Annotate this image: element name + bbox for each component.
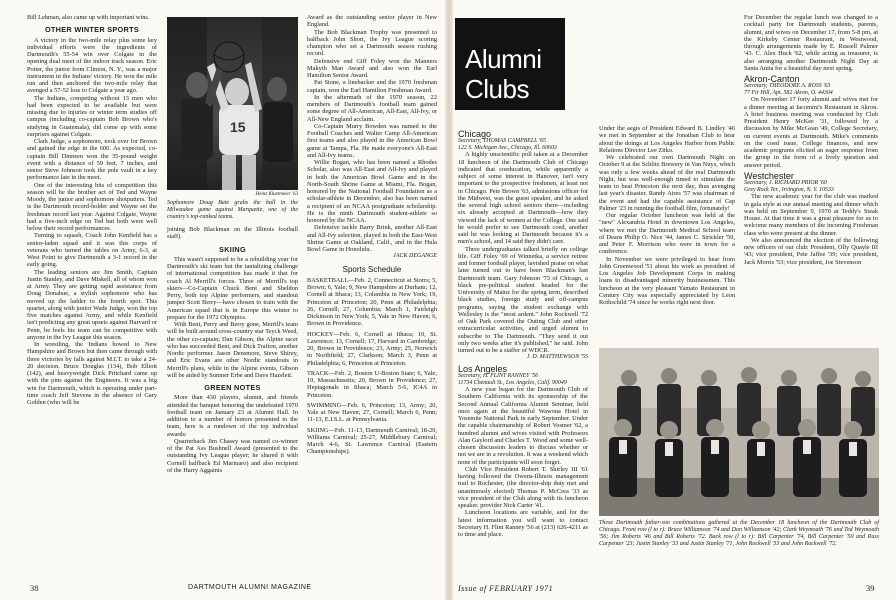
left-column-3 (307, 14, 437, 456)
left-column-2 (167, 226, 298, 474)
paragraph: The Indians, competing without 13 men who had been expected to be available but were missing due to injuries or winter term studies off campus (including co-captain Bob Brown who's studying in Guatemala), did come up with some surprises against Colgate. (27, 94, 157, 138)
paragraph: Quarterback Jim Chasey was named co-winner of the Pat Ass Bushnell Award (presented to the outstanding Ivy League player; he shared it with Cornell halfback Ed Marinaro) and also recipient of the Harry Aggainis (167, 437, 298, 474)
paragraph: This wasn't supposed to be a rebuilding year for Dartmouth's ski team but the tantalizing challenge of international competition has made it that for coach Al Merrill's forces. Three of Merrill's top skiers—Co-Captain Chuck Bent and Sheldon Perry, both top Alpine performers, and standout jumper Scott Berry—have chosen to train with the American squad that is in Europe this winter to prepare for the 1972 Olympics. (167, 255, 298, 321)
schedule-entry: TRACK—Feb. 2, Boston U-Boston State; 6, Yale; 10, Massachusetts; 20, Brown in Providence; 27, Heptagonals in Ithaca; March 5-6, IC4A in Princeton. (307, 369, 437, 399)
chicago-address: 122 S. Michigan Ave., Chicago, Ill. 60603 (458, 144, 557, 151)
heading-green-notes: GREEN NOTES (204, 383, 261, 392)
group-photo (599, 348, 879, 516)
paragraph: The leading seniors are Jim Smith, Captain Justin Stanley, and Dave Miskell, all of whom won at Army. They are getting rapid assistance from Doug Donahue, a stylish sophomore who has moved up the ladder to the fourth spot. This quartet, along with junior Wade Judge, won the top five matches against Army, and while Kenfield isn't predicting any great upsets against Harvard or Penn, he feels his team can be competitive with anyone in the Ivy League this season. (27, 268, 157, 341)
paragraph: Turning to squash, Coach John Kenfield has a senior-laden squad and it was this corps of veterans who turned the tables on Army, 6-3, at West Point to give Dartmouth a 3-1 record in the early going. (27, 232, 157, 269)
heading-sports-schedule: Sports Schedule (342, 264, 402, 274)
paragraph: Luncheon locations are variable, and for the latest information you will want to contact Secretary H. Flint Ranney '56 at (213) 626-4211 as to time and place. (458, 509, 588, 539)
paragraph: The Bob Blackman Trophy was presented to halfback John Short, the Ivy League scoring champion who set a Dartmouth season rushing record. (307, 28, 437, 58)
heading-skiing: SKIING (219, 244, 246, 254)
chicago-signature: J. D. MATTHEWSON '55 (526, 354, 588, 361)
basketball-photo (167, 17, 298, 190)
paragraph: Three undergraduates talked briefly on college life. Giff Foley '69 of Winnetka, a service retiree and former football player, lavished praise on what later turned out to have been Blackman's last Dartmouth team. Gary Johnson '73 of Chicago, a black pre-political student headed for the University of Mainz for the spring term, described black studies, foreign study and off-campus programs, saying the student exchange with Wellesley is the "most ardent." John Rockwell '72 of Oak Park covered the Outing Club and other extracurricular activities, and urged alumni to subscribe to The Dartmouth. "They send it out only two weeks after it's published," he said. John turned out to be a staffer of WDCR. (458, 245, 588, 355)
paragraph: Award as the outstanding senior player in New England. (307, 14, 437, 29)
page-number: 39 (866, 583, 875, 593)
left-column-1 (27, 14, 157, 406)
page-gutter (445, 0, 453, 600)
svg-text:15: 15 (230, 119, 246, 135)
paragraph: Club Vice President Robert T. Shirley III '61 having followed the Owens-Illinois management trail to Rochester, (the director-ship duty met and unanimously elected) Thomas P. McCrea '33 as vice president of the Club along with its luncheon speaker. provider Nick Carter '41. (458, 465, 588, 510)
magazine-footer: DARTMOUTH ALUMNI MAGAZINE (188, 584, 312, 591)
author-signature: JACK DEGANGE (393, 253, 437, 260)
paragraph: On November 17 forty alumni and wives met for a dinner meeting at Iacomini's Restaurant in Akron. A brief business meeting was conducted by Club President Henry McKee '31, followed by a discussion by Mike McGean '49, College Secretary, on current events at Dartmouth. Mike's comments on the coed issue, College finances, and new academic programs elicited an eager response from the group in the form of a lively question and answer period. (744, 96, 878, 169)
paragraph: Under the aegis of President Edward B. Lindley '46 we met in September at the Jonathan Club to hear about the doings at Los Angeles Harbor from Public Relations Director Lee Zitko. (599, 125, 735, 154)
page-number: 38 (30, 583, 39, 593)
la-secretary: Secretary, H. FLINT RANNEY '56 (458, 372, 539, 379)
westchester-secretary: Secretary, J. RICHARD PRIOR '60 (744, 180, 827, 187)
paragraph: Clark Judge, a sophomore, took over for Brown and gained the edge in the 600. As expected, co-captain Bill Dinneen won the 35-pound weight event with a distance of 59 feet, 7 inches, and senior Steve Johnson took the pole vault in a key performance late in the meet. (27, 138, 157, 182)
schedule-entry: HOCKEY—Feb. 6, Cornell at Ithaca; 10, St. Lawrence; 13, Cornell; 17, Harvard in Cambridge; 20, Brown in Providence; 23, Army; 25, Norwich in Northfield; 27, Clarkson; March 3, Penn at Philadelphia; 6, Princeton at Princeton. (307, 330, 437, 367)
photo-caption: Sophomore Doug Bate grabs the ball in the Milwaukee game against Marquette, one of the country's top-ranked teams. (167, 200, 298, 220)
schedule-entry: SWIMMING—Feb. 6, Princeton; 13, Army; 20, Yale at New Haven; 27, Cornell; March 6, Penn; 11-13, E.I.S.L. at Pennsylvania. (307, 401, 437, 424)
westchester-address: Grey Rock Ter., Irvington, N. Y. 10533 (744, 186, 834, 193)
paragraph: A new year began for the Dartmouth Club of Southern California with its sponsorship of the Second Annual California Alumni Seminar, held once again at the beautiful Wawona Hotel in Yosemite National Park in early September. Under the capable chairmanship of Robert Vosmer '62, a hundred alumni and wives visited with Professors Alan Gaylord and Charles T. Wood and some well-chosen discussion leaders to discuss whether or not we are in a revolution. It was a weekend which none of the participants will soon forget. (458, 386, 588, 466)
akron-address: 77 Fir Hill, Apt. 582 Akron, O. 44304 (744, 89, 833, 96)
paragraph: We also announced the election of the following new officers of our club: President, Olly Quayle III '43; vice president, Pete Jaffee '39; vice president, Jack Morris '53; vice president, Joe Stevenson (744, 236, 878, 266)
paragraph: In wrestling, the Indians bowed to New Hampshire and Brown but then came through with three victories by falls against M.I.T. to take a 24-20 decision. Bruce Douglas (134), Bob Elliott (142), and heavyweight Dick Pritchard came up with the pins against the Engineers. It was a big win for Dartmouth, which is operating under part-time coach Jeff Stevens in the absence of Gary Golden (who will be (27, 341, 157, 406)
akron-canton-heading: Akron-Canton (744, 74, 800, 84)
schedule-entry: BASKETBALL—Feb. 2, Connecticut at Storrs; 5, Brown; 6, Yale; 9, New Hampshire at Durham; 12, Cornell at Ithaca; 13, Columbia in New York; 19, Princeton at Princeton; 20, Penn at Philadelphia; 26, Cornell; 27, Columbia; March 1, Fairleigh Dickinson in New York; 5, Yale in New Haven; 6, Brown in Providence. (307, 276, 437, 328)
paragraph: In November we were privileged to hear from John Greenwood '51 about his work as president of Los Angeles Job Development Corps in making loans to disadvantaged minority businessmen. This luncheon at the very pleasant Yamato Restaurant in Century City was especially appreciated by Leon Rothschild '74 since he works right next door. (599, 255, 735, 306)
intro-text: Bill Lehman, also came up with important wins. (27, 14, 150, 21)
westchester-heading: Westchester (744, 170, 794, 181)
heading-other-winter-sports: OTHER WINTER SPORTS (44, 25, 140, 35)
paragraph: Defensive tackle Barry Brink, another All-East and All-Ivy selection, played in both the East-West Shrine Game at Oakland, Calif., and in the Hula Bowl Game in Honolulu. (307, 224, 437, 253)
los-angeles-heading: Los Angeles (458, 363, 508, 374)
paragraph: In the aftermath of the 1970 season, 22 members of Dartmouth's football team gained some degree of All-American, All-East, All-Ivy, or All-New England acclaim. (307, 93, 437, 123)
issue-footer: Issue of FEBRUARY 1971 (458, 584, 554, 593)
paragraph: Co-Captain Murry Bowden was named to the Football Coaches and Walter Camp All-American first teams and also played in the American Bowl game at Tampa, Fla. He made everyone's All-East and All-Ivy teams. (307, 122, 437, 159)
paragraph: One of the interesting bits of competition this season will be the brother act of Ted and Wayne Moody, the junior and sophomore shotputters. Ted is the Dartmouth record-holder and Wayne set the freshman record last year. Against Colgate, Wayne had a five-inch edge on Ted but both were well below their record performances. (27, 181, 157, 232)
right-column-1 (458, 127, 588, 538)
paragraph: A highly unscientific poll taken at a December 18 luncheon of the Dartmouth Club of Chicago indicated that coeducation, while apparently a subject of some interest in Hanover, isn't very important to the prospective freshmen, at least not in Chicago. Pete Brown '63, admissions officer for the Midwest, was the guest speaker, and he asked the several high school seniors there—including six already accepted at Dartmouth—how they viewed the lack of women at the College. One said he would prefer to see Dartmouth coed, another said he was looking at Dartmouth because it's a men's school, and 14 said they didn't care. (458, 151, 588, 246)
paragraph: The new academic year for the club was marked in gala style at our annual meeting and dinner which was held on September 9, 1970 at Teddy's Steak House. At that time it was a great pleasure for us to welcome many members of the incoming Freshman class who were present at the dinner. (744, 193, 878, 237)
paragraph: We celebrated our own Dartmouth Night on October 9 at the Schlitz Brewery in Van Nuys, which was only a few weeks ahead of the real Dartmouth Night, but was well-enough timed to stimulate the team to beat Princeton the next day, thus avenging last year's disaster. Randy Aires '57 was chairman of the event and had the capable assistance of Cap Palmer '23 in running the football film, fortunately! (599, 154, 735, 212)
chicago-heading: Chicago (458, 129, 492, 139)
schedule-entry: SKIING—Feb. 11-13, Dartmouth Carnival; 18-20, Williams Carnival; 25-27, Middlebury Carnival; March 4-6, St. Lawrence Carnival (Eastern Championships). (307, 426, 437, 456)
basketball-photo-image (167, 17, 298, 190)
paragraph: A victory in the two-mile relay plus some key individual efforts were the ingredients of Dartmouth's 55-54 win over Colgate in the opening dual meet of the indoor track season. Eric Potter, the junior from Clinton, N. Y., was a major instrument in the Indians' victory. He won the mile run and then anchored the two-mile relay that avenged a 57-52 loss to Colgate a year ago. (27, 36, 157, 95)
photo-credit: Heinz Kluetmeier '63 (255, 192, 298, 197)
group-photo-caption: These Dartmouth father-son combinations gathered at the December 18 luncheon of the Dartmouth Club of Chicago. Front row (l to r): Bruce Williamson '74 and Don Williamson '42; Clark Weymouth '76 and Ted Weymouth '56; Jim Roberts '46 and Bill Roberts '72. Back row (l to r): Bill Carpenter '74, Bill Carpenter '50 and Russ Carpenter '23; Justin Stanley '33 and Justin Stanley '71, John Rockwell '33 and John Rockwell '72. (599, 520, 879, 547)
paragraph: Pat Stone, a linebacker and the 1970 freshman captain, won the Earl Hamilton Freshman Award. (307, 79, 437, 94)
chicago-secretary: Secretary, THOMAS CAMPBELL '65 (458, 138, 546, 145)
alumni-clubs-title-box (455, 18, 565, 110)
paragraph: Our regular October luncheon was held at the "new" Alexandria Hotel in downtown Los Angeles, where we met the Dartmouth Medical School team of Deans Philip O. Nice '44, James C. Strickler '50, and Peter F. Morrison who were in town for a conference. (599, 212, 735, 256)
paragraph: For December the regular lunch was changed to a cocktail party for Dartmouth students, parents, alumni, and wives on December 17, from 5-8 pm, at the Kirkeby Center Restaurant, in Westwood, through arrangements made by E. Russell Palmer '43. C. Alex Huck '62, while acting as treasurer, is also arranging another Dartmouth Night Day at Santa Anita for a beautiful day next spring. (744, 14, 878, 72)
paragraph: More than 430 players, alumni, and friends attended the banquet honoring the undefeated 1970 football team on January 23 at Alumni Hall. In addition to a number of honors presented to the team, here is a rundown of the top individual awards: (167, 394, 298, 438)
akron-secretary: Secretary, THEODORE A. ROSS '63 (744, 83, 831, 90)
paragraph: Defensive end Giff Foley won the Manners Makyth Man Award and also won the Earl Hamilton Senior Award. (307, 57, 437, 79)
la-address: 11734 Chenault St., Los Angeles, Calif. 90049 (458, 379, 567, 386)
right-column-3 (744, 14, 878, 266)
alumni-clubs-title: Alumni Clubs (465, 44, 542, 104)
right-column-2 (599, 125, 735, 306)
paragraph: Willie Bogan, who has been named a Rhodes Scholar, also was All-East and All-Ivy and played in both the American Bowl Game and in the North-South Shrine Game at Miami, Fla. Bogan, honored by the National Football Foundation as a scholar-athlete in December, also has been named a recipient of an NCAA postgraduate scholarship. He is the ninth Dartmouth student-athlete so honored by the NCAA. (307, 159, 437, 224)
group-photo-image (599, 348, 879, 516)
paragraph: joining Bob Blackman on the Illinois football staff). (167, 226, 298, 241)
paragraph: With Bent, Perry and Berry gone, Merrill's team will be built around cross-country star Teyck Weed, the other co-captain; Dan Gibson, the Alpine racer who has succeeded Bent, and Dick Trafton, another Nordic performer. Jason Densmore, Steve Shirey, and Eric Evans are other Nordic standouts in Merrill's plans, while in the Alpine events, Gibson will be aided by Sumner Erbe and Dave Hazelett. (167, 321, 298, 379)
